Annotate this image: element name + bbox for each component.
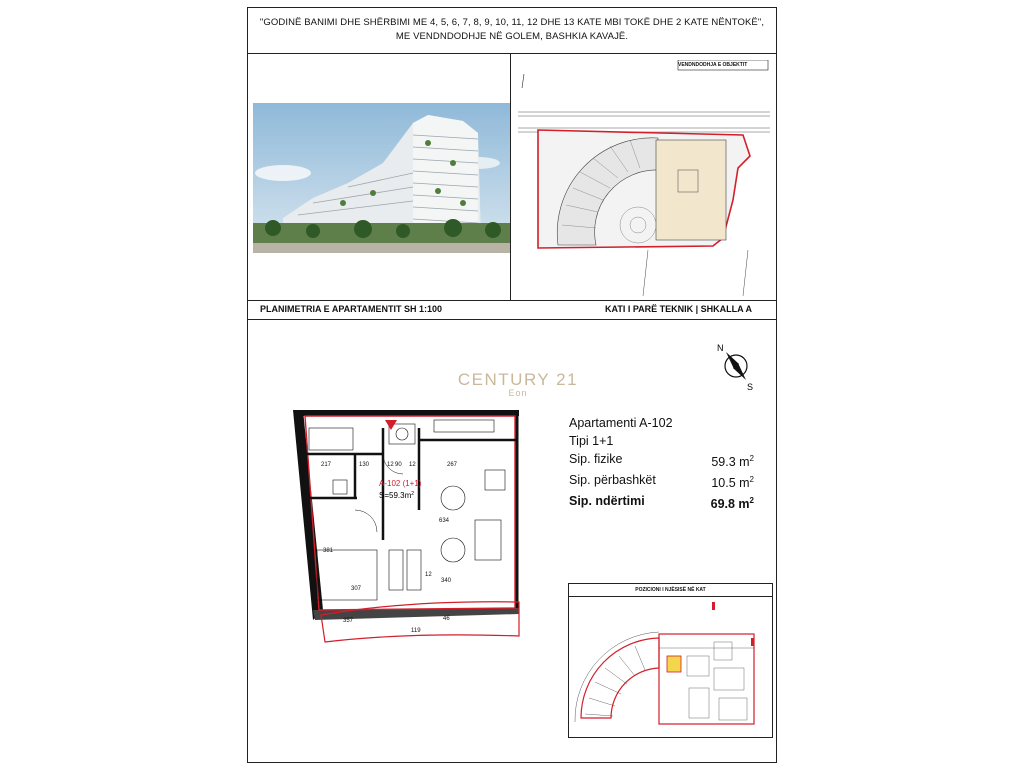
- floor-plan-heading: PLANIMETRIA E APARTAMENTIT SH 1:100: [260, 304, 443, 314]
- dimension-label: 267: [447, 462, 458, 468]
- dimension-label: 340: [441, 578, 452, 584]
- floor-level-heading: KATI I PARË TEKNIK | SHKALLA A: [604, 304, 752, 314]
- apartment-info: [569, 414, 754, 513]
- compass-north: N: [717, 343, 724, 353]
- watermark-sub: Eon: [508, 388, 528, 398]
- divider-section: [248, 300, 776, 301]
- area-label: Sip. fizike: [569, 452, 623, 466]
- building-render-image: [253, 103, 510, 253]
- unit-position-title: POZICIONI I NJËSISË NË KAT: [635, 587, 706, 593]
- dimension-label: 217: [321, 462, 332, 468]
- area-row: [569, 471, 754, 492]
- apartment-name: Apartamenti A-102: [569, 416, 673, 430]
- divider-section-bottom: [248, 319, 776, 320]
- dimension-label: 381: [323, 548, 334, 554]
- compass-icon: [714, 342, 758, 392]
- dimension-label: 12: [425, 572, 432, 578]
- dimension-label: 90: [395, 462, 402, 468]
- unit-position-key-plan: [569, 598, 772, 737]
- unit-position-divider: [569, 596, 772, 597]
- document-sheet: [247, 7, 777, 763]
- area-value: 10.5 $m^2$: [711, 475, 754, 491]
- project-title: [248, 16, 776, 44]
- unit-label: A-102 (1+1): [379, 479, 422, 488]
- highlighted-unit: [667, 656, 681, 672]
- area-value: 69.8 $m^2$: [710, 496, 754, 512]
- project-title-line-1: "GODINË BANIMI DHE SHËRBIMI ME 4, 5, 6, 7, 8, 9, 10, 11, 12 DHE 13 KATE MBI TOKË DHE 2 KATE NËNTOKË",: [259, 17, 765, 28]
- unit-area-label: $S=59.3m^2$: [379, 491, 415, 500]
- divider-middle: [510, 53, 511, 300]
- dimension-label: 119: [411, 628, 421, 634]
- dimension-label: 357: [343, 618, 354, 624]
- site-plan: [518, 60, 770, 296]
- project-title-line-2: ME VENDNDODHJE NË GOLEM, BASHKIA KAVAJË.: [395, 31, 629, 42]
- unit-position-box: [568, 583, 773, 738]
- site-plan-label: VENDNDODHJA E OBJEKTIT: [678, 62, 748, 68]
- area-label: Sip. përbashkët: [569, 473, 656, 488]
- compass-south: S: [747, 382, 754, 392]
- dimension-label: 12: [387, 462, 394, 468]
- area-value: 59.3 $m^2$: [711, 454, 754, 470]
- dimension-label: 307: [351, 586, 362, 592]
- century21-watermark: [448, 370, 588, 398]
- divider-top: [248, 53, 776, 54]
- apartment-type: Tipi 1+1: [569, 434, 614, 448]
- watermark-brand: CENTURY 21: [457, 370, 579, 389]
- apartment-floor-plan: [289, 410, 521, 646]
- dimension-label: 12: [409, 462, 416, 468]
- dimension-label: 46: [443, 616, 450, 622]
- area-row: [569, 450, 754, 471]
- area-row: [569, 492, 754, 513]
- dimension-label: 130: [359, 462, 370, 468]
- area-label: Sip. ndërtimi: [569, 494, 645, 509]
- dimension-label: 634: [439, 518, 450, 524]
